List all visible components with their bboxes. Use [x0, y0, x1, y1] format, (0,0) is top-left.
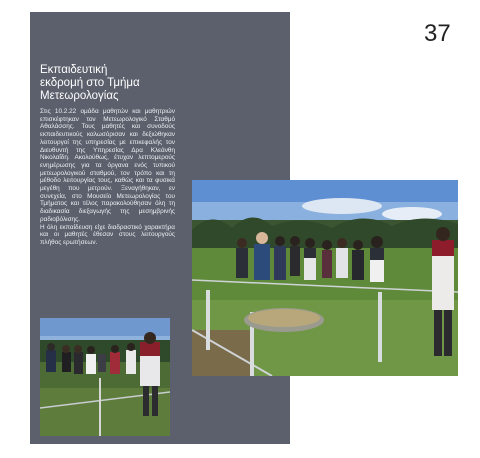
photo-meteorological-station	[192, 180, 458, 376]
article-body	[40, 108, 175, 247]
photo-students-small	[40, 318, 170, 436]
article-paragraph-2: Η όλη εκπαίδευση είχε διαδραστικό χαρακτήρα και οι μαθητές έθεσαν στους λειτουργούς πλήθος ερωτήσεων.	[40, 223, 175, 246]
article-title	[40, 64, 190, 103]
page-number: 37	[424, 20, 451, 47]
title-line-3: Μετεωρολογίας	[40, 90, 119, 102]
title-line-1: Εκπαιδευτική	[40, 64, 108, 76]
title-line-2: εκδρομή στο Τμήμα	[40, 77, 140, 89]
article-paragraph-1: Στις 10.2.22 ομάδα μαθητών και μαθητριών επισκέφτηκαν τον Μετεωρολογικό Σταθμό Αθαλάσσης. Τους μαθητές και συνοδούς εκπαιδευτικούς καλωσόρισαν και δεξιώθηκαν λειτουργοί της υπηρεσίας με επικεφαλής τον Διευθυντή της Υπηρεσίας Δρα Κλεάνθη Νικολαΐδη. Ακολούθως, έτυχαν λεπτομερούς ενημέρωσης για τα όργανα ενός τυπικού μετεωρολογικού σταθμού, τον τρόπο και τη μέθοδο λειτουργίας τους, καθώς και τα φυσικά μεγέθη που μετρούν. Ξεναγήθηκαν, εν συνεχεία, στο Μουσείο Μετεωρολογίας του Τμήματος και τέλος παρακολούθησαν όλη τη διαδικασία διεξαγωγής της μεσημβρινής ραδιοβόλισης.	[40, 108, 175, 223]
